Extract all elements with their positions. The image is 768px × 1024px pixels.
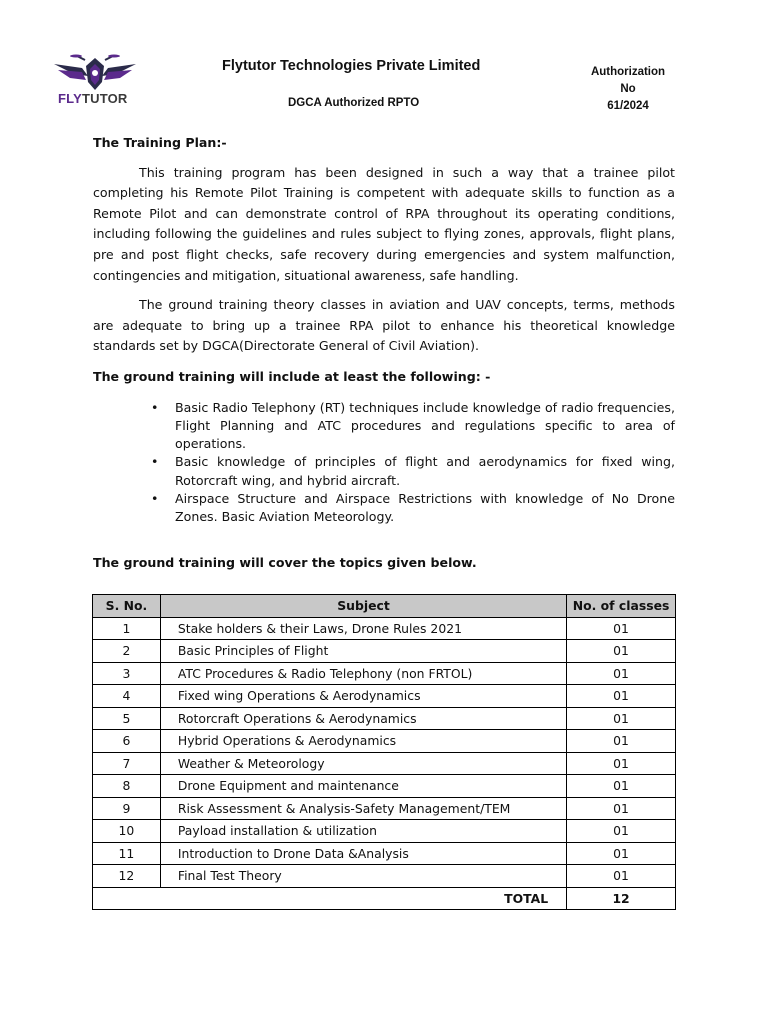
list-item: • Airspace Structure and Airspace Restrictions with knowledge of No Drone Zones. Basic Aviation Meteorology. [151, 491, 675, 525]
cell-sno: 9 [93, 797, 161, 820]
header-classes: No. of classes [567, 595, 676, 618]
cell-sno: 6 [93, 730, 161, 753]
table-header-row [93, 595, 676, 618]
cell-subject: Introduction to Drone Data &Analysis [160, 842, 566, 865]
list-item: • Basic Radio Telephony (RT) techniques include knowledge of radio frequencies, Flight Planning and ATC procedures and regulations specific to area of operations. [151, 399, 675, 452]
training-plan-heading: The Training Plan:- [93, 135, 227, 150]
cell-classes: 01 [567, 730, 676, 753]
cell-classes: 01 [567, 775, 676, 798]
authorization-block [582, 64, 674, 115]
training-plan-paragraph-2: The ground training theory classes in aviation and UAV concepts, terms, methods are adequate to bring up a trainee RPA pilot to enhance his theoretical knowledge standards set by DGCA(Directorate General of Civil Aviation). [93, 297, 675, 354]
cell-classes: 01 [567, 617, 676, 640]
cell-classes: 01 [567, 797, 676, 820]
cell-classes: 01 [567, 685, 676, 708]
table-row [93, 707, 676, 730]
cell-classes: 01 [567, 752, 676, 775]
cell-subject: Drone Equipment and maintenance [160, 775, 566, 798]
table-row [93, 685, 676, 708]
cell-subject: ATC Procedures & Radio Telephony (non FRTOL) [160, 662, 566, 685]
bullet-icon: • [151, 491, 159, 507]
cell-sno: 2 [93, 640, 161, 663]
table-row [93, 730, 676, 753]
training-plan-paragraph-1: This training program has been designed in such a way that a trainee pilot completing his Remote Pilot Training is competent with adequate skills to function as a Remote Pilot and can demonstrate control of RPA throughout its operating conditions, including following the guidelines and rules subject to flying zones, approvals, flight plans, pre and post flight checks, safe recovery during emergencies and system malfunction, contingencies and mitigation, situational awareness, safe handling. [93, 164, 675, 283]
cell-classes: 01 [567, 662, 676, 685]
cell-classes: 01 [567, 842, 676, 865]
table-row [93, 842, 676, 865]
table-row [93, 775, 676, 798]
header-subject: Subject [160, 595, 566, 618]
ground-training-include-heading: The ground training will include at least the following: - [93, 368, 491, 384]
cell-subject: Weather & Meteorology [160, 752, 566, 775]
ground-training-topics-heading: The ground training will cover the topics given below. [93, 554, 477, 570]
cell-subject: Stake holders & their Laws, Drone Rules 2021 [160, 617, 566, 640]
authorization-number: 61/2024 [607, 100, 649, 112]
company-name: Flytutor Technologies Private Limited [222, 58, 481, 74]
logo-wordmark: FLYTUTOR [58, 91, 128, 106]
cell-sno: 1 [93, 617, 161, 640]
ground-training-list [93, 399, 675, 527]
cell-classes: 01 [567, 707, 676, 730]
table-row [93, 752, 676, 775]
authorization-label: Authorization No [590, 66, 666, 95]
cell-sno: 5 [93, 707, 161, 730]
cell-classes: 01 [567, 820, 676, 843]
cell-classes: 01 [567, 640, 676, 663]
table-row [93, 662, 676, 685]
cell-sno: 7 [93, 752, 161, 775]
cell-sno: 12 [93, 865, 161, 888]
cell-classes: 01 [567, 865, 676, 888]
table-row [93, 797, 676, 820]
company-subtitle: DGCA Authorized RPTO [288, 97, 420, 109]
cell-subject: Final Test Theory [160, 865, 566, 888]
cell-subject: Basic Principles of Flight [160, 640, 566, 663]
table-row [93, 865, 676, 888]
header-sno: S. No. [93, 595, 161, 618]
cell-sno: 4 [93, 685, 161, 708]
cell-subject: Hybrid Operations & Aerodynamics [160, 730, 566, 753]
cell-subject: Risk Assessment & Analysis-Safety Management/TEM [160, 797, 566, 820]
total-value: 12 [567, 887, 676, 910]
cell-sno: 3 [93, 662, 161, 685]
table-row [93, 617, 676, 640]
table-total-row [93, 887, 676, 910]
cell-sno: 11 [93, 842, 161, 865]
table-row [93, 820, 676, 843]
bullet-icon: • [151, 454, 159, 470]
list-item: • Basic knowledge of principles of flight and aerodynamics for fixed wing, Rotorcraft wing, and hybrid aircraft. [151, 454, 675, 488]
bullet-icon: • [151, 399, 159, 415]
cell-subject: Payload installation & utilization [160, 820, 566, 843]
cell-sno: 10 [93, 820, 161, 843]
table-row [93, 640, 676, 663]
total-label: TOTAL [93, 887, 567, 910]
document-body [93, 133, 675, 573]
topics-table [92, 594, 676, 910]
cell-subject: Fixed wing Operations & Aerodynamics [160, 685, 566, 708]
cell-subject: Rotorcraft Operations & Aerodynamics [160, 707, 566, 730]
cell-sno: 8 [93, 775, 161, 798]
